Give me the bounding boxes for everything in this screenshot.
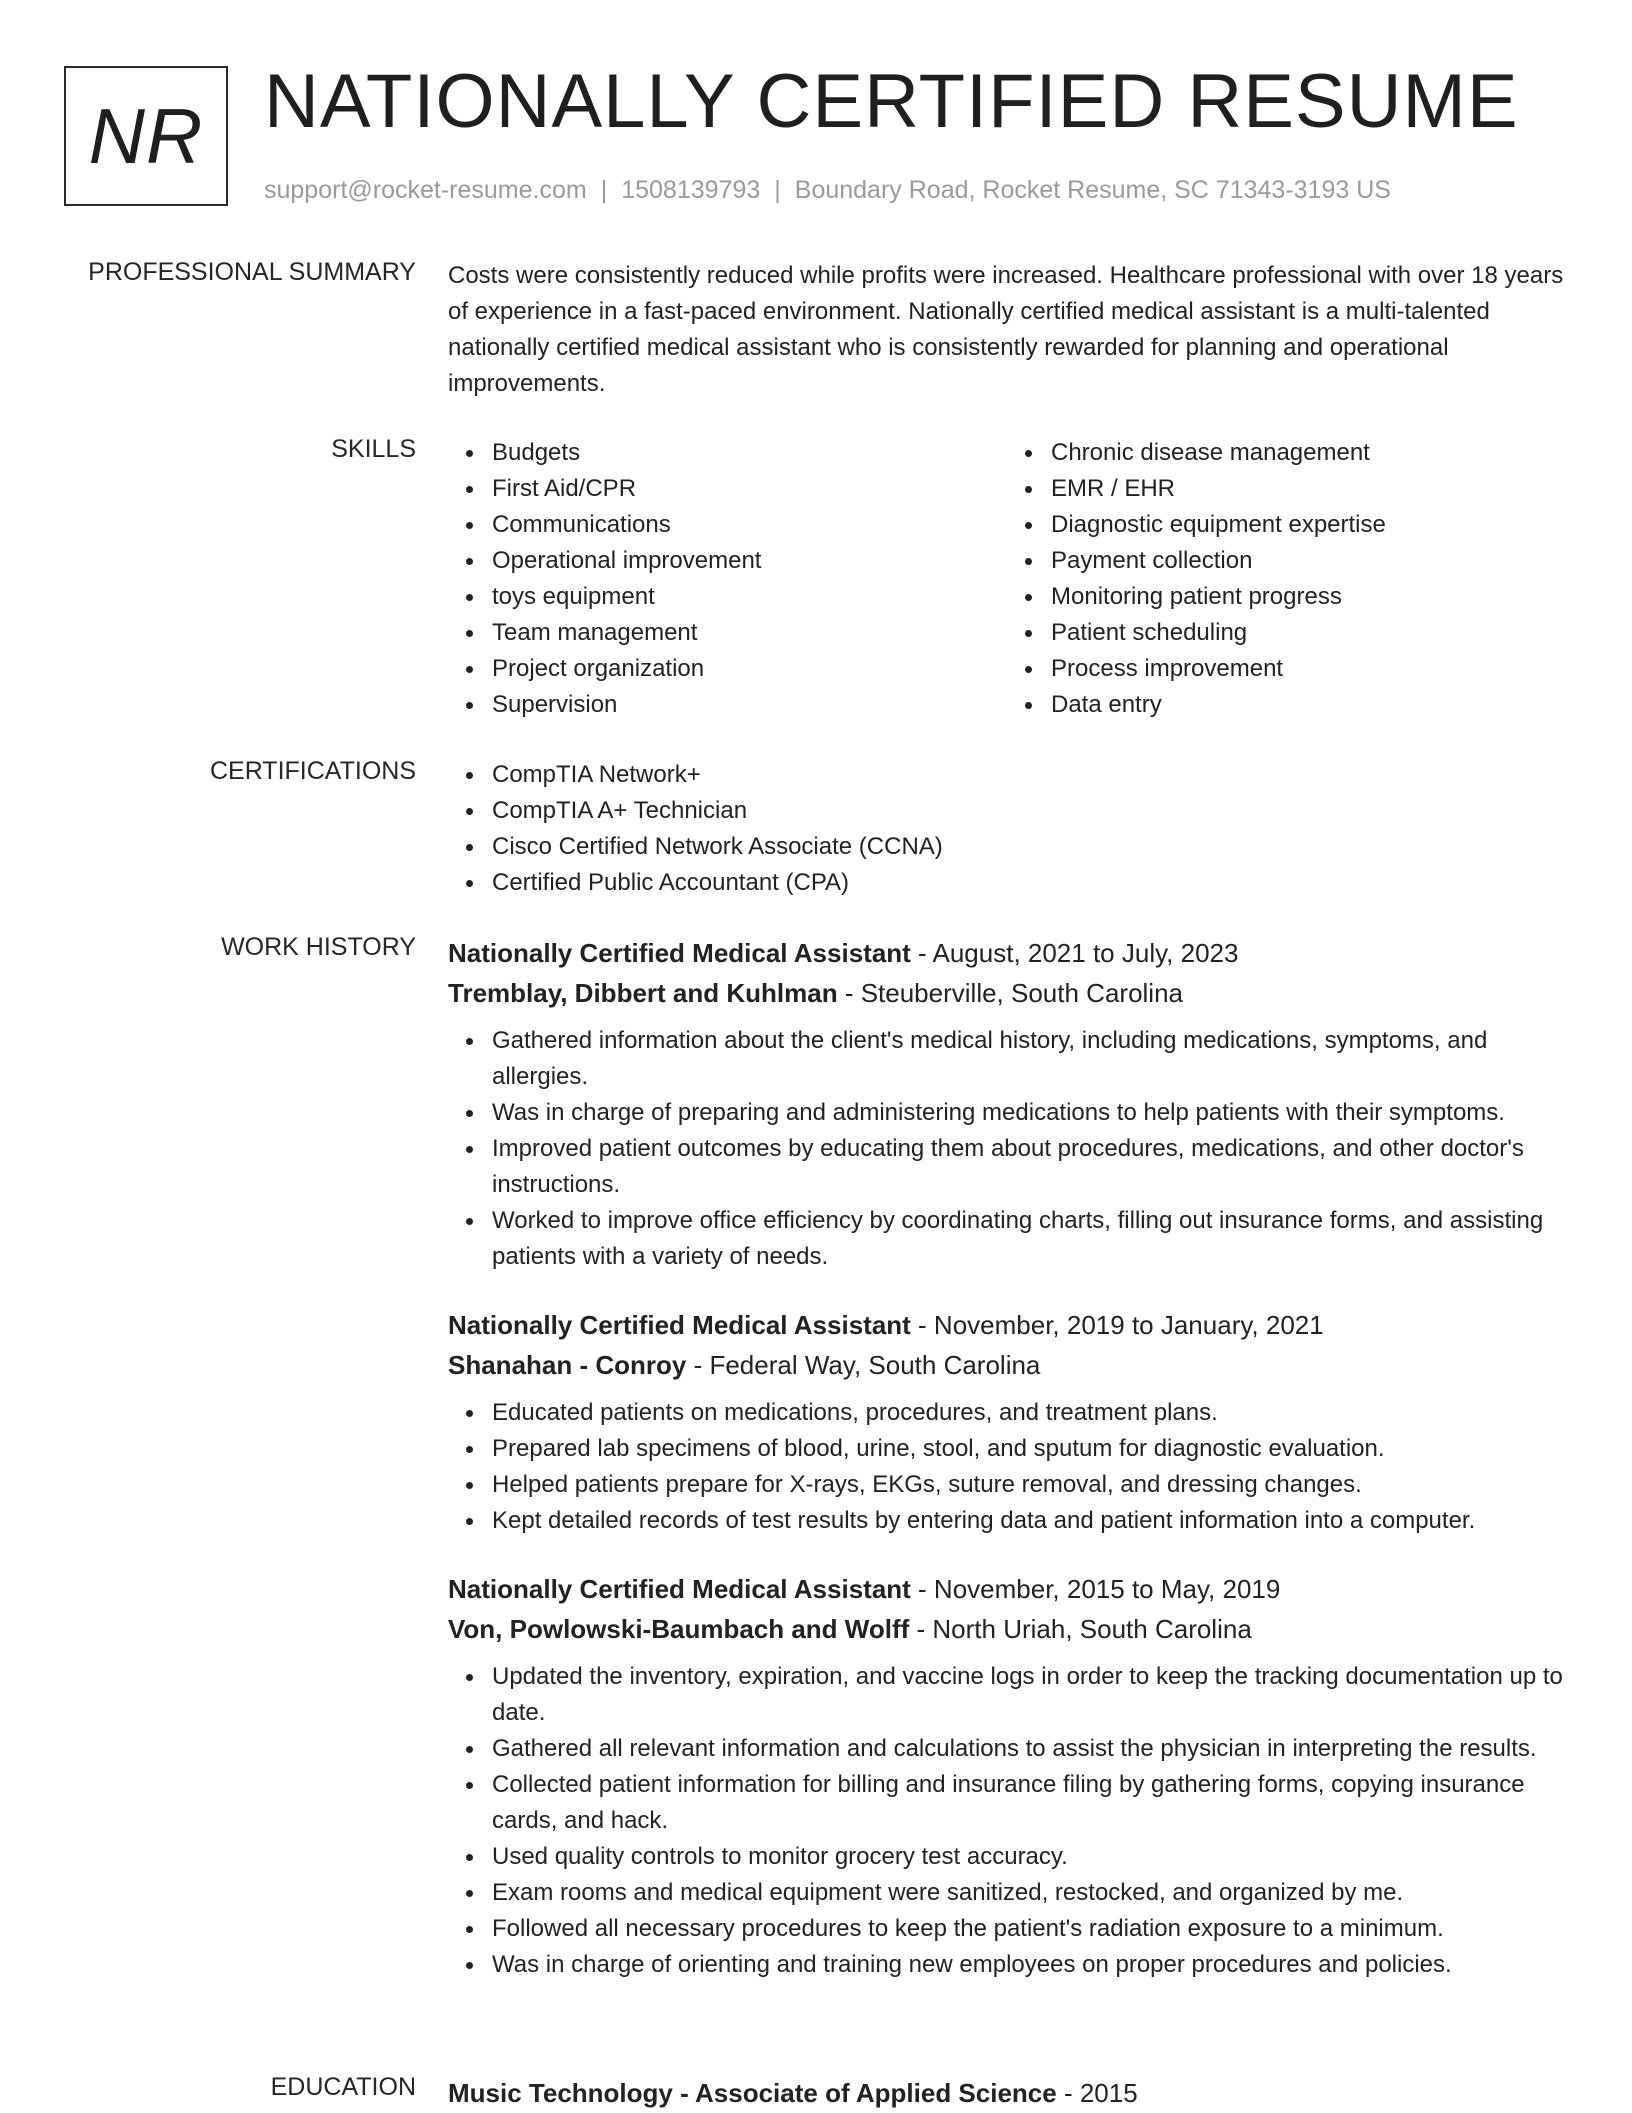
job-company-line <box>448 973 1566 1013</box>
skill-item: Patient scheduling <box>1051 615 1566 651</box>
job-bullet: Educated patients on medications, procedures, and treatment plans. <box>492 1395 1566 1431</box>
job-company: Shanahan - Conroy <box>448 1350 687 1380</box>
education-degree: Music Technology - Associate of Applied Science <box>448 2078 1057 2108</box>
job-title: Nationally Certified Medical Assistant <box>448 1310 911 1340</box>
job-location: - North Uriah, South Carolina <box>909 1614 1252 1644</box>
job-company-line <box>448 1345 1566 1385</box>
job-bullet: Was in charge of orienting and training new employees on proper procedures and policies. <box>492 1947 1566 1983</box>
work-content <box>448 933 1566 2013</box>
job-bullet: Exam rooms and medical equipment were sanitized, restocked, and organized by me. <box>492 1875 1566 1911</box>
job-title: Nationally Certified Medical Assistant <box>448 938 911 968</box>
skills-content <box>448 435 1566 723</box>
section-label-skills: SKILLS <box>331 435 416 463</box>
job-bullet: Was in charge of preparing and administering medications to help patients with their symptoms. <box>492 1095 1566 1131</box>
skill-item: First Aid/CPR <box>492 471 1007 507</box>
monogram-box <box>64 66 228 206</box>
job-bullet: Collected patient information for billing and insurance filing by gathering forms, copying insurance cards, and hack. <box>492 1767 1566 1839</box>
job-bullets <box>448 1023 1566 1275</box>
job-company: Tremblay, Dibbert and Kuhlman <box>448 978 838 1008</box>
contact-address: Boundary Road, Rocket Resume, SC 71343-3193 US <box>794 176 1391 204</box>
job-title: Nationally Certified Medical Assistant <box>448 1574 911 1604</box>
job-bullet: Used quality controls to monitor grocery test accuracy. <box>492 1839 1566 1875</box>
education-content <box>448 2073 1566 2113</box>
job-location: - Federal Way, South Carolina <box>686 1350 1041 1380</box>
monogram-initials: NR <box>88 91 204 180</box>
skill-item: Operational improvement <box>492 543 1007 579</box>
certifications-list <box>448 757 1566 901</box>
skill-item: Team management <box>492 615 1007 651</box>
certification-item: Certified Public Accountant (CPA) <box>492 865 1566 901</box>
contact-line <box>264 176 1391 205</box>
summary-text: Costs were consistently reduced while profits were increased. Healthcare professional with over 18 years of experience in a fast-paced environment. Nationally certified medical assistant is a multi-talented nationally certified medical assistant who is consistently rewarded for planning and operational improvements. <box>448 262 1564 397</box>
skill-item: Monitoring patient progress <box>1051 579 1566 615</box>
contact-separator: | <box>600 176 608 204</box>
job-bullet: Followed all necessary procedures to keep the patient's radiation exposure to a minimum. <box>492 1911 1566 1947</box>
section-label-summary: PROFESSIONAL SUMMARY <box>88 258 416 286</box>
skill-item: Process improvement <box>1051 651 1566 687</box>
job-entry <box>448 1305 1566 1539</box>
contact-phone: 1508139793 <box>621 176 761 204</box>
section-label-work: WORK HISTORY <box>221 933 416 961</box>
job-dates: - November, 2015 to May, 2019 <box>910 1574 1281 1604</box>
job-location: - Steuberville, South Carolina <box>837 978 1183 1008</box>
resume-name: NATIONALLY CERTIFIED RESUME <box>264 59 1519 144</box>
job-bullet: Helped patients prepare for X-rays, EKGs, suture removal, and dressing changes. <box>492 1467 1566 1503</box>
skills-list-left <box>448 435 1007 723</box>
skill-item: Project organization <box>492 651 1007 687</box>
job-bullet: Prepared lab specimens of blood, urine, stool, and sputum for diagnostic evaluation. <box>492 1431 1566 1467</box>
job-bullet: Gathered all relevant information and calculations to assist the physician in interpreting the results. <box>492 1731 1566 1767</box>
job-bullet: Improved patient outcomes by educating them about procedures, medications, and other doctor's instructions. <box>492 1131 1566 1203</box>
skill-item: Budgets <box>492 435 1007 471</box>
job-bullets <box>448 1395 1566 1539</box>
job-bullets <box>448 1659 1566 1983</box>
job-bullet: Updated the inventory, expiration, and vaccine logs in order to keep the tracking documentation up to date. <box>492 1659 1566 1731</box>
contact-separator: | <box>774 176 781 204</box>
contact-email: support@rocket-resume.com <box>264 176 587 204</box>
certification-item: Cisco Certified Network Associate (CCNA) <box>492 829 1566 865</box>
job-bullet: Gathered information about the client's medical history, including medications, symptoms, and allergies. <box>492 1023 1566 1095</box>
skill-item: EMR / EHR <box>1051 471 1566 507</box>
job-company-line <box>448 1609 1566 1649</box>
job-dates: - November, 2019 to January, 2021 <box>910 1310 1324 1340</box>
skill-item: Supervision <box>492 687 1007 723</box>
job-title-line <box>448 1305 1566 1345</box>
section-label-certifications: CERTIFICATIONS <box>209 757 416 785</box>
certifications-content <box>448 757 1566 901</box>
section-label-education: EDUCATION <box>270 2073 416 2101</box>
skill-item: toys equipment <box>492 579 1007 615</box>
certification-item: CompTIA A+ Technician <box>492 793 1566 829</box>
job-title-line <box>448 1569 1566 1609</box>
skill-item: Diagnostic equipment expertise <box>1051 507 1566 543</box>
skill-item: Chronic disease management <box>1051 435 1566 471</box>
skills-list-right <box>1007 435 1566 723</box>
job-entry <box>448 933 1566 1275</box>
education-year: - 2015 <box>1056 2078 1138 2108</box>
certification-item: CompTIA Network+ <box>492 757 1566 793</box>
skill-item: Data entry <box>1051 687 1566 723</box>
summary-content <box>448 258 1566 402</box>
job-dates: - August, 2021 to July, 2023 <box>910 938 1239 968</box>
skill-item: Communications <box>492 507 1007 543</box>
job-entry <box>448 1569 1566 1983</box>
job-company: Von, Powlowski-Baumbach and Wolff <box>448 1614 910 1644</box>
job-bullet: Worked to improve office efficiency by coordinating charts, filling out insurance forms, and assisting patients with a variety of needs. <box>492 1203 1566 1275</box>
skill-item: Payment collection <box>1051 543 1566 579</box>
job-title-line <box>448 933 1566 973</box>
job-bullet: Kept detailed records of test results by entering data and patient information into a computer. <box>492 1503 1566 1539</box>
